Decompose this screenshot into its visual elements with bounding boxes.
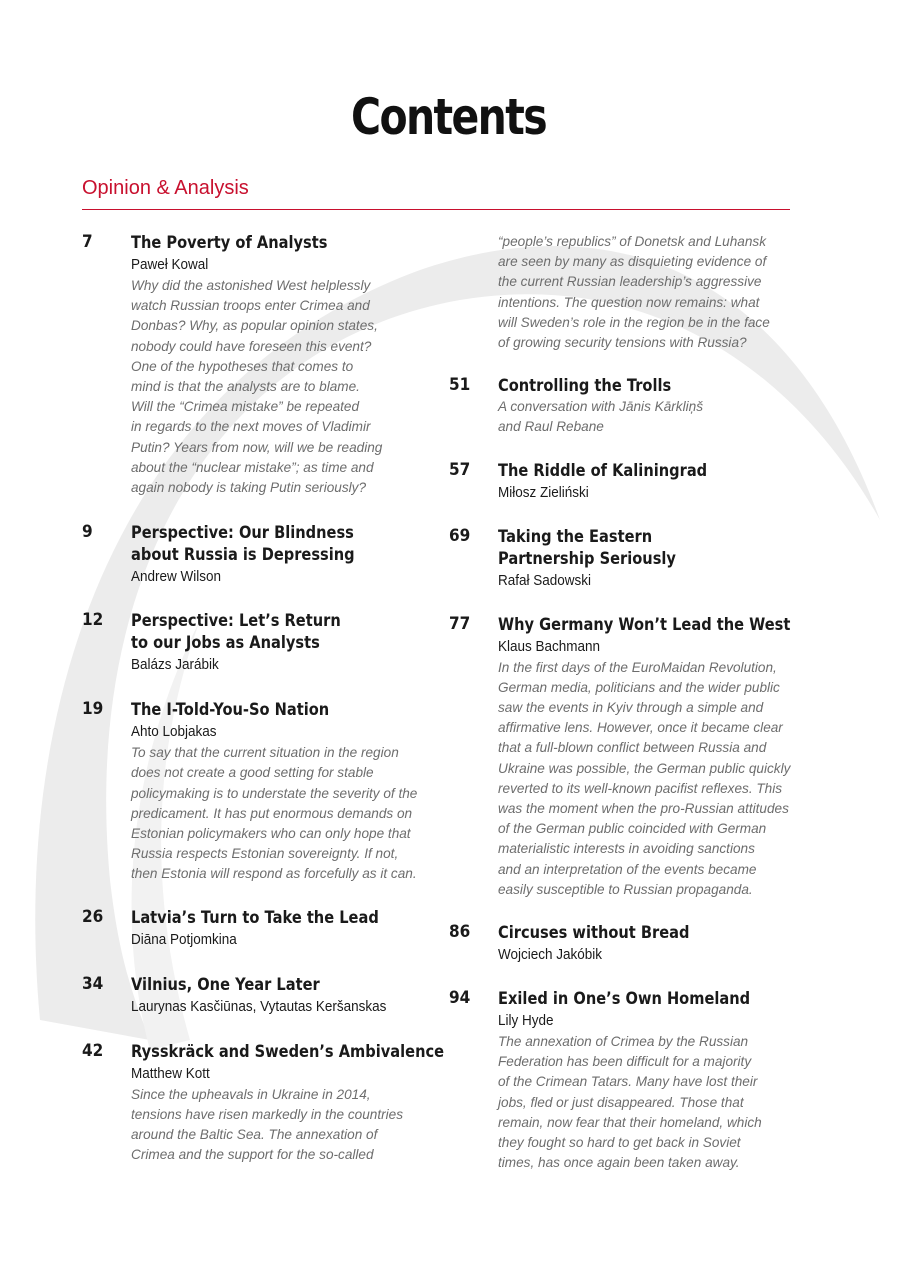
page-number: 94 [449, 988, 471, 1009]
toc-entry[interactable] [449, 922, 794, 966]
entry-summary: To say that the current situation in the region does not create a good setting for stable policymaking is to understate the severity of the predicament. It has put enormous demands on Estonian policymakers who can only hope that Russia respects Estonian sovereignty. If not, then Estonia will respond as forcefully as it can. [131, 745, 418, 882]
page-number: 12 [82, 610, 104, 631]
page-number: 86 [449, 922, 471, 943]
toc-entry[interactable] [82, 232, 422, 498]
entry-summary: The annexation of Crimea by the Russian Federation has been difficult for a majority of the Crimean Tatars. Many have lost their jobs, fled or just disappeared. Those that remain, now fear that their homeland, which they fought so hard to get back in Soviet times, has once again been taken away. [498, 1034, 762, 1171]
entry-title[interactable]: Latvia’s Turn to Take the Lead [131, 907, 379, 928]
entry-author: Andrew Wilson [131, 568, 222, 586]
entry-author: Wojciech Jakóbik [498, 946, 603, 964]
page-number: 26 [82, 906, 104, 927]
page-number: 77 [449, 613, 471, 634]
entry-title[interactable]: Perspective: Our Blindness about Russia is Depressing [131, 523, 355, 566]
entry-title[interactable]: The Poverty of Analysts [131, 233, 328, 253]
entry-title[interactable]: Why Germany Won’t Lead the West [498, 614, 791, 635]
entry-title[interactable]: Vilnius, One Year Later [131, 974, 320, 995]
entry-title[interactable]: The Riddle of Kaliningrad [498, 460, 708, 481]
entry-summary-continued: “people’s republics” of Donetsk and Luhansk are seen by many as disquieting evidence of the current Russian leadership’s aggressive intentions. The question now remains: what will Sweden’s role in the region be in the face of growing security tensions with Russia? [498, 234, 770, 351]
page-number: 57 [449, 459, 471, 480]
page-number: 42 [82, 1040, 104, 1061]
entry-title[interactable]: Controlling the Trolls [498, 376, 672, 397]
toc-entry[interactable] [82, 1040, 445, 1166]
entry-summary: Since the upheavals in Ukraine in 2014, tensions have risen markedly in the countries around the Baltic Sea. The annexation of Crimea and the support for the so-called [131, 1086, 404, 1163]
page-number: 7 [82, 232, 93, 252]
left-column [82, 232, 445, 1165]
section-divider [82, 209, 790, 210]
entry-title[interactable]: Exiled in One’s Own Homeland [498, 989, 751, 1010]
entry-title[interactable]: Perspective: Let’s Return to our Jobs as Analysts [131, 611, 341, 654]
entry-author: Paweł Kowal [131, 256, 209, 273]
toc-entry[interactable] [449, 988, 794, 1173]
page-number: 51 [449, 375, 471, 396]
toc-entry[interactable] [82, 974, 422, 1018]
entry-title[interactable]: Taking the Eastern Partnership Seriously [498, 526, 676, 569]
toc-entry[interactable] [449, 614, 794, 900]
entry-summary: A conversation with Jānis Kārkliņš and Raul Rebane [498, 399, 704, 435]
entry-author: Miłosz Zieliński [498, 483, 589, 501]
page-number: 34 [82, 973, 104, 994]
entry-title[interactable]: Circuses without Bread [498, 923, 690, 944]
section-heading: Opinion & Analysis [82, 177, 249, 199]
entry-summary: In the first days of the EuroMaidan Revolution, German media, politicians and the wider public saw the events in Kyiv through a simple and affirmative lens. However, once it became clear that a full-blown conflict between Russia and Ukraine was possible, the German public quickly reverted to its well-known pacifist reflexes. This was the moment when the pro-Russian attitudes of the German public coincided with German materialistic interests in avoiding sanctions and an interpretation of the events became easily susceptible to Russian propaganda. [498, 659, 791, 897]
toc-entry[interactable] [449, 460, 794, 504]
entry-author: Lily Hyde [498, 1012, 554, 1030]
page-title: Contents [351, 88, 546, 146]
toc-entry[interactable] [449, 375, 794, 437]
toc-entry[interactable] [82, 522, 422, 588]
page-number: 9 [82, 522, 93, 543]
entry-author: Rafał Sadowski [498, 571, 592, 589]
entry-author: Balázs Jarábik [131, 656, 219, 674]
entry-author: Matthew Kott [131, 1064, 210, 1082]
entry-author: Ahto Lobjakas [131, 723, 217, 741]
right-column [449, 232, 794, 1173]
toc-entry[interactable] [82, 907, 422, 951]
entry-summary: Why did the astonished West helplessly watch Russian troops enter Crimea and Donbas? Why, as popular opinion states, nobody could have foreseen this event? One of the hypotheses that comes to mind is that the analysts are to blame. Will the “Crimea mistake” be repeated in regards to the next moves of Vladimir Putin? Years from now, will we be reading about the “nuclear mistake”; as time and again nobody is taking Putin seriously? [131, 278, 383, 496]
entry-author: Klaus Bachmann [498, 637, 601, 655]
toc-entry[interactable] [82, 699, 422, 884]
toc-entry[interactable] [449, 526, 794, 592]
entry-author: Diāna Potjomkina [131, 930, 237, 948]
entry-title[interactable]: The I-Told-You-So Nation [131, 700, 330, 721]
page-number: 69 [449, 525, 471, 546]
page-number: 19 [82, 699, 104, 720]
entry-title[interactable]: Rysskräck and Sweden’s Ambivalence [131, 1041, 445, 1062]
toc-entry[interactable] [82, 610, 422, 676]
entry-author: Laurynas Kasčiūnas, Vytautas Keršanskas [131, 997, 387, 1015]
